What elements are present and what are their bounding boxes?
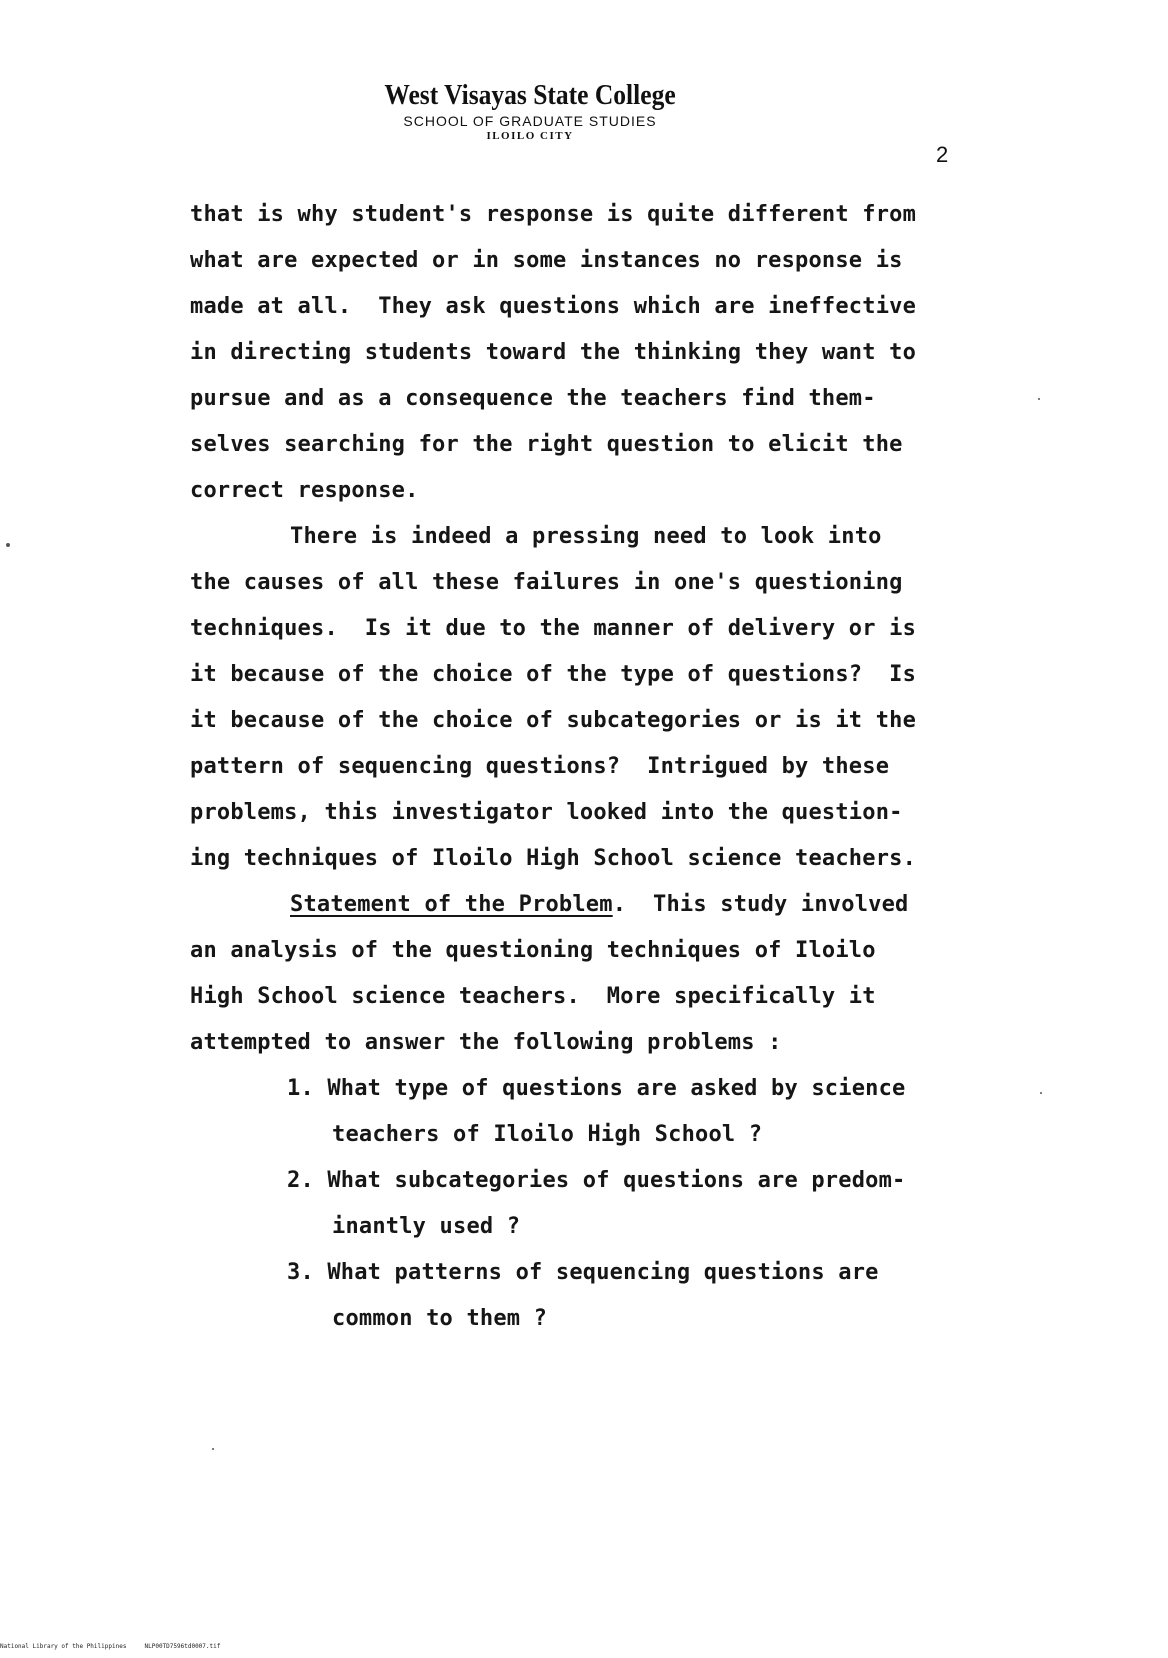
footer-file: NLP00TD7596td0007.tif — [144, 1643, 221, 1650]
page-number: 2 — [936, 142, 949, 167]
body-text — [190, 192, 980, 1342]
text-line: selves searching for the right question to elicit the — [190, 432, 903, 457]
problem-item-3: 3. What patterns of sequencing questions are — [287, 1260, 879, 1285]
text-line: pattern of sequencing questions? Intrigued by these — [190, 754, 890, 779]
text-line: problems, this investigator looked into the question- — [190, 800, 903, 825]
problem-item-2: 2. What subcategories of questions are predom- — [287, 1168, 906, 1193]
text-line: it because of the choice of subcategories or is it the — [190, 708, 917, 733]
text-line: it because of the choice of the type of questions? Is — [190, 662, 917, 687]
college-name: West Visayas State College — [384, 79, 676, 111]
text-line: correct response. — [190, 478, 419, 503]
text-line: that is why student's response is quite different from — [190, 202, 917, 227]
text-line: what are expected or in some instances no response is — [190, 248, 903, 273]
problem-item-3-cont: common to them ? — [332, 1306, 548, 1331]
scan-footer — [0, 1643, 220, 1650]
letterhead — [0, 78, 1060, 142]
section-heading-rest: . This study involved — [612, 892, 909, 917]
section-heading-line — [190, 882, 980, 928]
scan-speck — [1038, 398, 1040, 400]
problem-item-1-cont: teachers of Iloilo High School ? — [332, 1122, 763, 1147]
paragraph-start: There is indeed a pressing need to look into — [290, 524, 882, 549]
text-line: the causes of all these failures in one's questioning — [190, 570, 903, 595]
footer-library: National Library of the Philippines — [0, 1643, 127, 1650]
city-name: ILOILO CITY — [486, 130, 574, 142]
text-line: techniques. Is it due to the manner of delivery or is — [190, 616, 917, 641]
text-line: High School science teachers. More specifically it — [190, 984, 876, 1009]
section-heading: Statement of the Problem — [290, 892, 613, 917]
text-line: attempted to answer the following problems : — [190, 1030, 782, 1055]
problem-item-2-cont: inantly used ? — [332, 1214, 521, 1239]
scan-speck — [1040, 1092, 1042, 1094]
school-name: SCHOOL OF GRADUATE STUDIES — [403, 113, 657, 129]
text-line: an analysis of the questioning techniques of Iloilo — [190, 938, 876, 963]
scan-speck — [6, 543, 10, 547]
text-line: in directing students toward the thinking they want to — [190, 340, 917, 365]
scan-speck — [212, 1448, 214, 1450]
text-line: made at all. They ask questions which are ineffective — [190, 294, 917, 319]
problem-item-1: 1. What type of questions are asked by science — [287, 1076, 906, 1101]
text-line: ing techniques of Iloilo High School science teachers. — [190, 846, 917, 871]
text-line: pursue and as a consequence the teachers find them- — [190, 386, 876, 411]
